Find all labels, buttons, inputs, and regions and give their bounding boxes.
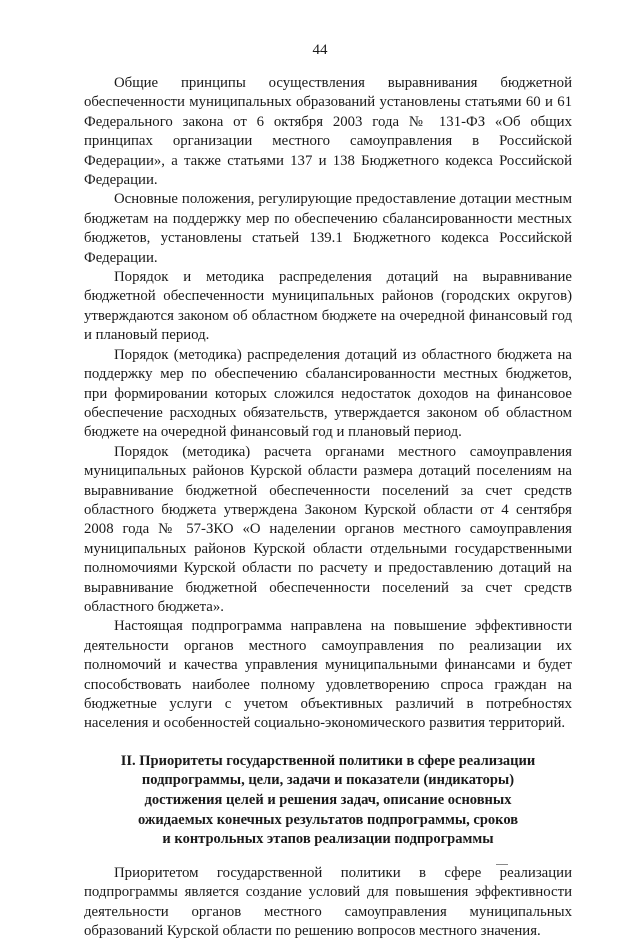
section-heading-line: достижения целей и решения задач, описание основных — [144, 792, 512, 808]
page-number: 44 — [312, 42, 328, 58]
section-heading-line: и контрольных этапов реализации подпрограммы — [162, 831, 494, 848]
paragraph-distribution-methodology: Порядок и методика распределения дотаций на выравнивание бюджетной обеспеченности муниципальных районов (городских округов) утверждаются законом об областном бюджете на очередной финансовый год и плановый период. — [84, 269, 572, 344]
section-heading-line: II. Приоритеты государственной политики в сфере реализации — [120, 752, 536, 769]
paragraph-general-principles: Общие принципы осуществления выравнивания бюджетной обеспеченности муниципальных образований установлены статьями 60 и 61 Федерального закона от 6 октября 2003 года № 131-ФЗ «Об общих принципах организации местного самоуправления в Российской Федерации», а также статьями 137 и 138 Бюджетного кодекса Российской Федерации. — [84, 75, 572, 189]
paragraph-subprogram-purpose: Настоящая подпрограмма направлена на повышение эффективности деятельности органов местного самоуправления по реализации их полномочий и качества управления муниципальными финансами и будет способствовать наиболее полному удовлетворению спроса граждан на бюджетные услуги с учетом объективных различий в потребностях населения и особенностей социально-экономического развития территорий. — [84, 618, 572, 732]
paragraph-balance-support: Порядок (методика) распределения дотаций из областного бюджета на поддержку мер по обеспечению сбалансированности местных бюджетов, при формировании которых сложился недостаток доходов на финансовое обеспечение расходных обязательств, утверждается законом об областном бюджете на очередной финансовый год и плановый период. — [84, 346, 572, 441]
paragraph-settlement-subsidies: Порядок (методика) расчета органами местного самоуправления муниципальных районов Курской области размера дотаций поселениям на выравнивание бюджетной обеспеченности поселений за счет средств областного бюджета утверждена Законом Курской области от 4 сентября 2008 года № 57-ЗКО «О наделении органов местного самоуправления муниципальных районов Курской области отдельными государственными полномочиями Курской области по расчету и предоставлению дотаций на выравнивание бюджетной обеспеченности поселений за счет средств областного бюджета». — [84, 443, 572, 615]
document-body — [84, 74, 572, 941]
paragraph-main-provisions: Основные положения, регулирующие предоставление дотации местным бюджетам на поддержку мер по обеспечению сбалансированности местных бюджетов, установлены статьей 139.1 Бюджетного кодекса Российской Федерации. — [84, 191, 572, 266]
scan-mark — [496, 864, 508, 865]
section-heading — [84, 752, 572, 850]
paragraph-priority: Приоритетом государственной политики в сфере реализации подпрограммы является создание условий для повышения эффективности деятельности органов местного самоуправления муниципальных образований Курской области по решению вопросов местного значения. — [84, 864, 572, 939]
section-heading-line: подпрограммы, цели, задачи и показатели (индикаторы) — [141, 772, 515, 789]
section-heading-line: ожидаемых конечных результатов подпрограммы, сроков — [137, 811, 519, 828]
